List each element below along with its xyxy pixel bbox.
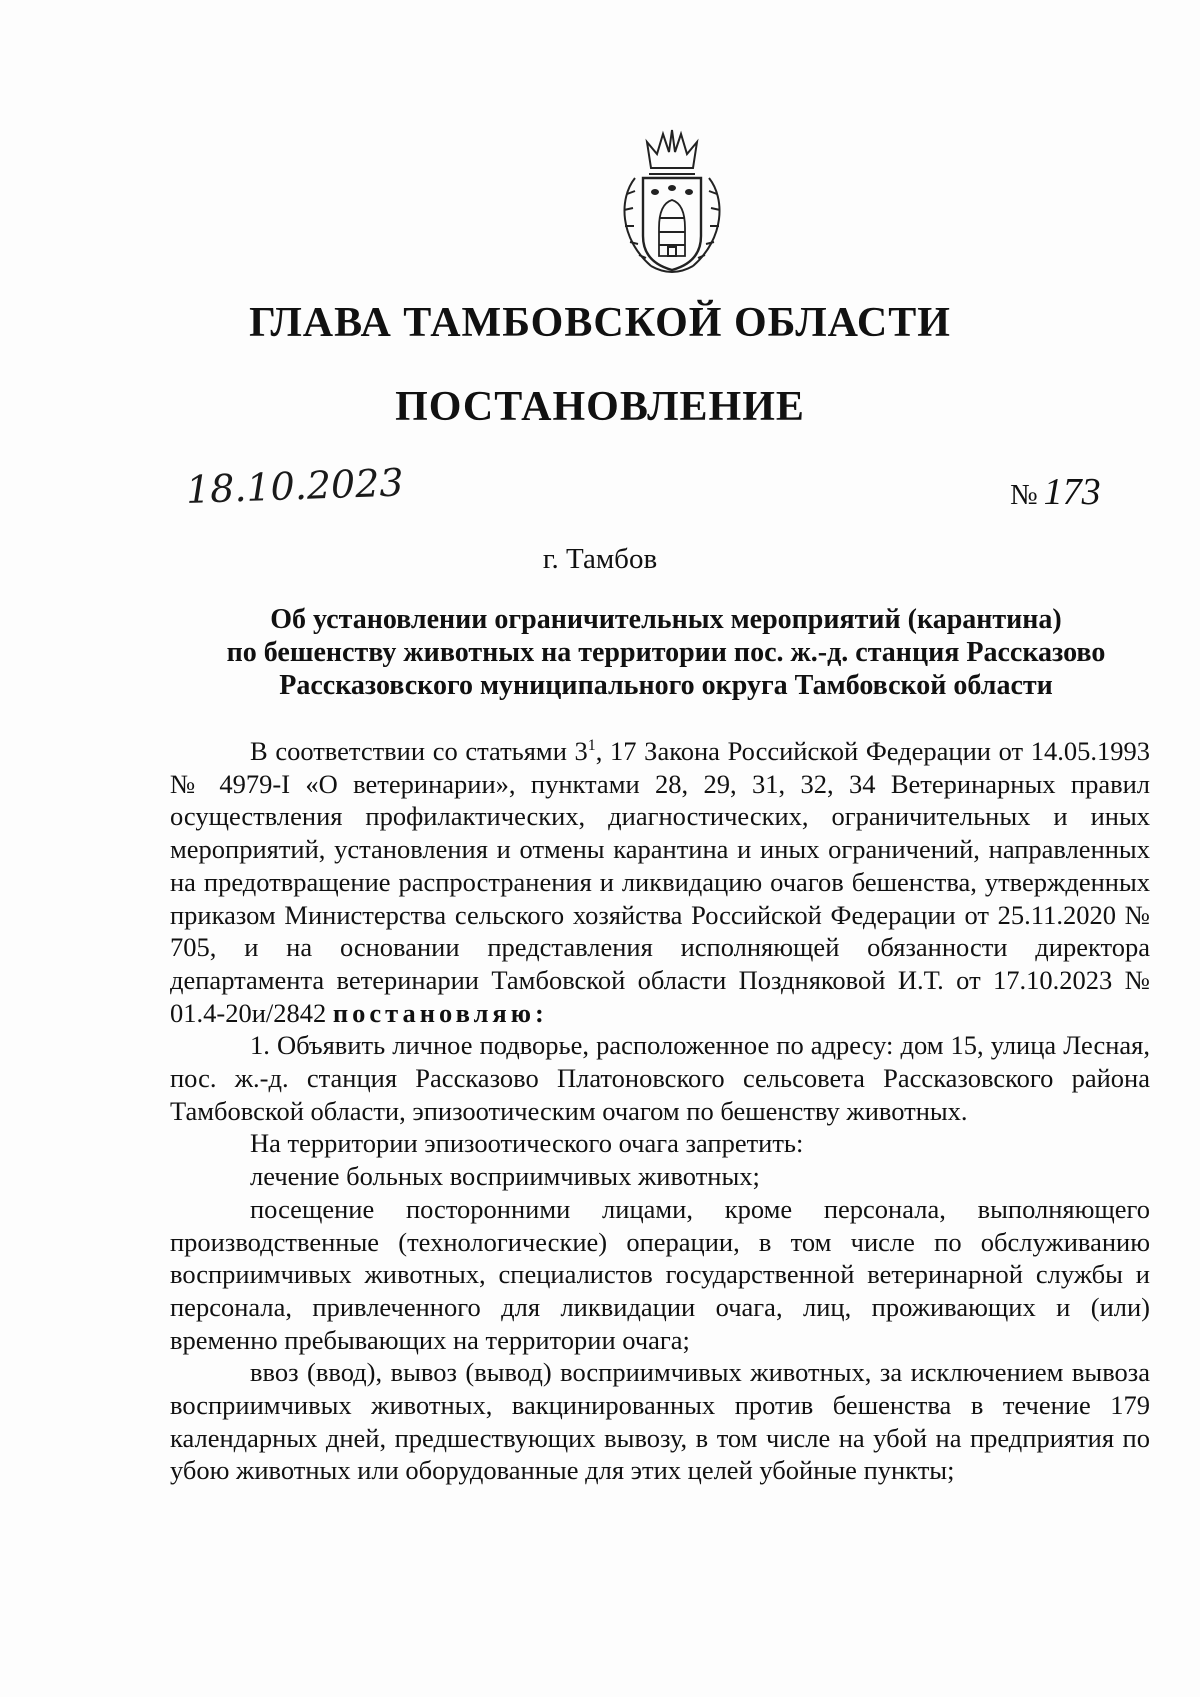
coat-of-arms-icon	[611, 128, 733, 278]
title-line: по бешенству животных на территории пос. ж.-д. станция Рассказово	[226, 637, 1106, 668]
document-city: г. Тамбов	[542, 543, 658, 575]
document-title	[186, 603, 1146, 702]
document-body	[170, 735, 1150, 1487]
body-paragraph: ввоз (ввод), вывоз (вывод) восприимчивых животных, за исключением вывоза восприимчивых животных, вакцинированных против бешенства в течение 179 календарных дней, предшествующих вывозу, в том числе на убой на предприятия по убою животных или оборудованные для этих целей убойные пункты;	[170, 1357, 1150, 1486]
title-line: Об установлении ограничительных мероприятий (карантина)	[270, 604, 1062, 635]
document-date: 18.10.2023	[185, 460, 405, 512]
body-paragraph: посещение посторонними лицами, кроме персонала, выполняющего производственные (технологические) операции, в том числе по обслуживанию восприимчивых животных, специалистов государственной ветеринарной службы и персонала, привлеченного для ликвидации очага, лиц, проживающих и (или) временно пребывающих на территории очага;	[170, 1193, 1150, 1355]
preamble-text: , 17 Закона Российской Федерации от 14.05.1993 № 4979-I «О ветеринарии», пунктами 28, 29, 31, 32, 34 Ветеринарных правил осуществления профилактических, диагностических, ограничительных и иных мероприятий, установления и отмены карантина и иных ограничений, направленных на предотвращение распространения и ликвидацию очагов бешенства, утвержденных приказом Министерства сельского хозяйства Российской Федерации от 25.11.2020 № 705, и на основании представления исполняющей обязанности директора департамента ветеринарии Тамбовской области Поздняковой И.Т. от 17.10.2023 № 01.4-20и/2842	[170, 736, 1150, 1028]
number-value: 173	[1043, 471, 1101, 513]
issuer-heading: ГЛАВА ТАМБОВСКОЙ ОБЛАСТИ	[249, 300, 951, 346]
preamble-paragraph	[170, 735, 1150, 1029]
preamble-text: В соответствии со статьями 3	[250, 736, 588, 766]
decree-word: постановляю:	[332, 997, 548, 1028]
body-paragraph: лечение больных восприимчивых животных;	[250, 1161, 760, 1192]
body-paragraph: На территории эпизоотического очага запретить:	[250, 1128, 804, 1159]
title-line: Рассказовского муниципального округа Тамбовской области	[279, 670, 1053, 701]
document-number	[1010, 470, 1101, 514]
body-paragraph: 1. Объявить личное подворье, расположенное по адресу: дом 15, улица Лесная, пос. ж.-д. станция Рассказово Платоновского сельсовета Рассказовского района Тамбовской области, эпизоотическим очагом по бешенству животных.	[170, 1030, 1150, 1126]
document-type-heading: ПОСТАНОВЛЕНИЕ	[395, 384, 805, 430]
number-label: №	[1010, 479, 1038, 511]
preamble-superscript: 1	[587, 737, 596, 755]
